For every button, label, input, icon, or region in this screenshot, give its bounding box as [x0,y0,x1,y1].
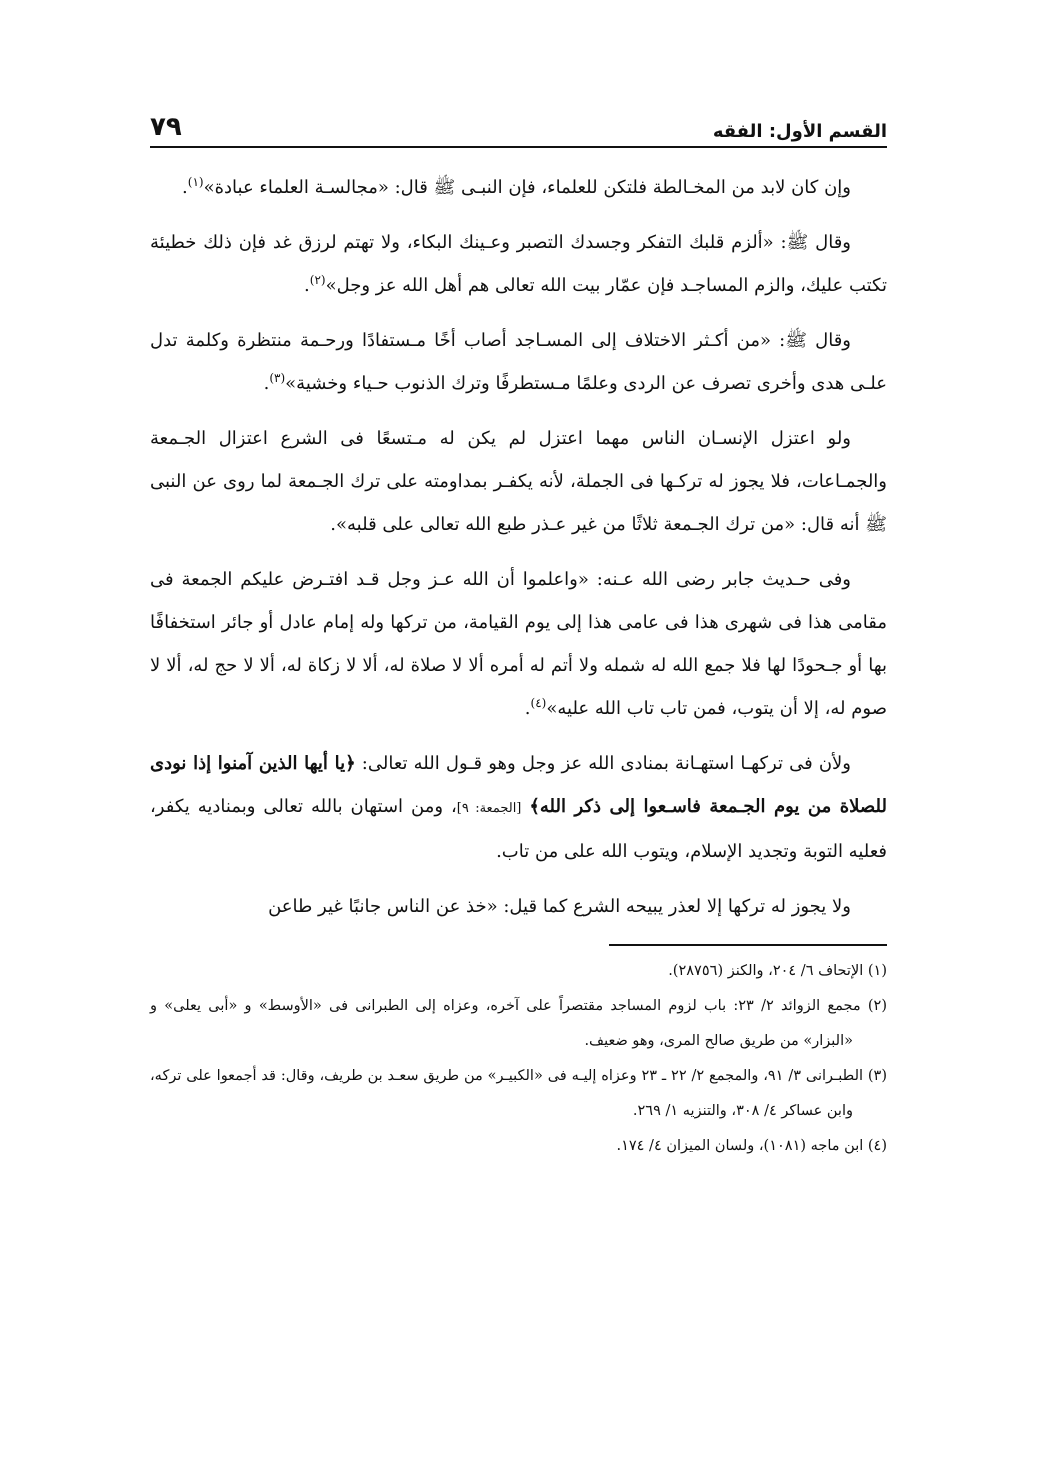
book-page [150,100,887,1164]
quran-verse: ﴿يا أيها الذين آمنوا إذا نودى للصلاة من يوم الجـمعة فاسـعوا إلى ذكر الله﴾ [150,753,887,817]
paragraph-text: وقال ﷺ: «من أكـثر الاختلاف إلى المسـاجد أصاب أخًا مـستفادًا ورحـمة منتظرة وكلمة تدل علـى هدى وأخرى تصرف عن الردى وعلمًا مـستطرفًا وترك الذنوب حـياء وخشية» [150,330,887,394]
footnote-ref-1: (١) [187,175,204,189]
paragraph-end: . [304,275,310,296]
footnote-ref-2: (٢) [309,273,326,287]
main-text [150,166,887,928]
paragraph-text: وإن كان لابد من المخـالطة فلتكن للعلماء، فإن النبـى ﷺ قال: «مجالسـة العلماء عبادة» [203,177,851,198]
paragraph-1 [150,166,887,209]
footnotes [150,954,887,1164]
paragraph-2 [150,221,887,307]
footnote-3: (٣) الطبـرانى ٣/ ٩١، والمجمع ٢/ ٢٢ ـ ٢٣ وعزاه إليـه فى «الكبيـر» من طريق سعـد بن طريف، وقال: قد أجمعوا على تركه، وابن عساكر ٤/ ٣٠٨، والتنزيه ١/ ٢٦٩. [150,1068,888,1119]
paragraph-text: وفى حـديث جابر رضى الله عـنه: «واعلموا أن الله عـز وجل قـد افتـرض عليكم الجمعة فى مقامى هذا فى شهرى هذا فى عامى هذا إلى يوم القيامة، من تركها وله إمام عادل أو جائر استخفافًا بها أو جـحودًا لها فلا جمع الله له شمله ولا أتم له أمره ألا لا صلاة له، ألا لا زكاة له، ألا لا حج له، ألا لا صوم له، إلا أن يتوب، فمن تاب تاب الله عليه» [150,569,887,719]
page-number: ٧٩ [150,112,182,142]
footnote-ref-3: (٣) [269,371,286,385]
paragraph-text: ولو اعتزل الإنسـان الناس مهما اعتزل لم يكن له مـتسعًا فى الشرع اعتزال الجـمعة والجمـاعات، فلا يجوز له تركـها فى الجملة، لأنه يكفـر بمداومته على ترك الجـمعة لما روى عن النبى ﷺ أنه قال: «من ترك الجـمعة ثلاثًا من غير عـذر طبع الله تعالى على قلبه». [150,428,887,535]
paragraph-text: وقال ﷺ: «ألزم قلبك التفكر وجسدك التصبر وعـينك البكاء، ولا تهتم لرزق غد فإن ذلك خطيئة تكتب عليك، والزم المساجـد فإن عمّار بيت الله تعالى هم أهل الله عز وجل» [150,232,887,296]
paragraph-5 [150,558,887,730]
quran-reference: [الجمعة: ٩] [456,801,522,816]
footnote-2: (٢) مجمع الزوائد ٢/ ٢٣: باب لزوم المساجد مقتصراً على آخره، وعزاه إلى الطبرانى فى «الأوسط» و «أبى يعلى» و «البزار» من طريق صالح المرى، وهو ضعيف. [150,998,887,1049]
footnote-separator [609,944,887,946]
paragraph-text: ولأن فى تركهـا استهـانة بمنادى الله عز وجل وهو قـول الله تعالى: [361,753,851,774]
paragraph-end: . [182,177,188,198]
section-title: القسم الأول: الفقه [712,121,887,142]
paragraph-text-continued: ، ومن استهان بالله تعالى وبمناديه يكفر، فعليه التوبة وتجديد الإسلام، ويتوب الله على من تاب. [150,796,887,862]
footnote-4: (٤) ابن ماجه (١٠٨١)، ولسان الميزان ٤/ ١٧٤. [616,1138,887,1154]
paragraph-end: . [263,373,270,394]
paragraph-end: . [524,698,531,719]
running-header [150,100,887,148]
paragraph-4 [150,417,887,546]
footnote-1: (١) الإتحاف ٦/ ٢٠٤، والكنز (٢٨٧٥٦). [668,963,887,979]
paragraph-text: ولا يجوز له تركها إلا لعذر يبيحه الشرع كما قيل: «خذ عن الناس جانبًا غير طاعن [268,896,851,917]
paragraph-3 [150,319,887,405]
footnote-ref-4: (٤) [530,696,547,710]
paragraph-6 [150,742,887,873]
paragraph-7 [150,885,887,928]
